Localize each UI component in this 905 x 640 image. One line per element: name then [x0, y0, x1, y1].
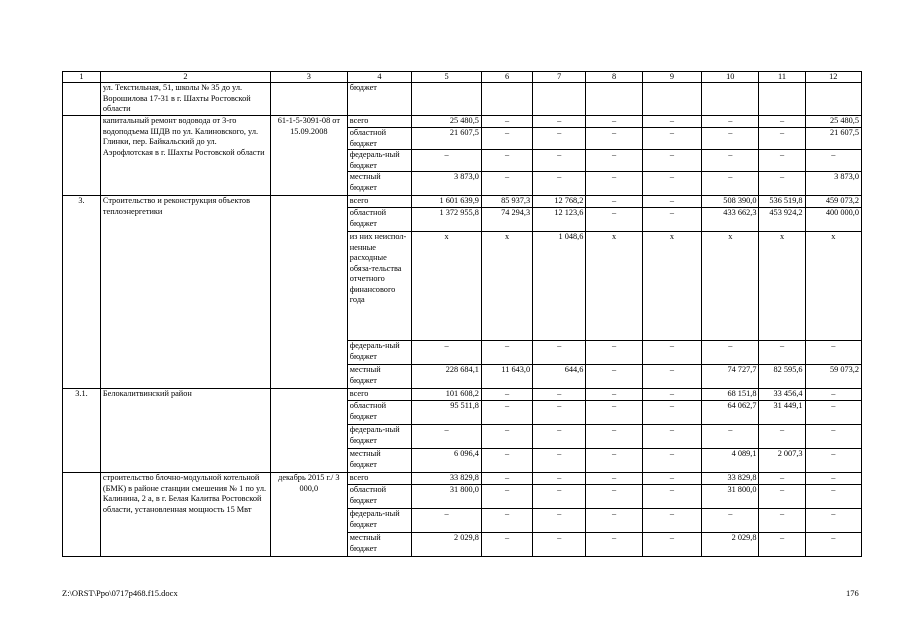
value-cell: – — [642, 196, 701, 208]
source-cell: федераль-ный бюджет — [347, 341, 412, 365]
header-cell: 1 — [63, 72, 101, 83]
value-cell — [533, 83, 586, 116]
header-cell: 5 — [412, 72, 482, 83]
value-cell: – — [533, 116, 586, 128]
value-cell — [412, 83, 482, 116]
value-cell: 536 519,8 — [759, 196, 805, 208]
budget-table — [62, 71, 862, 557]
value-cell: – — [642, 401, 701, 425]
value-cell: – — [642, 150, 701, 172]
value-cell: – — [533, 150, 586, 172]
value-cell: 459 073,2 — [805, 196, 861, 208]
value-cell: – — [805, 473, 861, 485]
value-cell: 74 294,3 — [481, 208, 532, 232]
value-cell: 433 662,3 — [702, 208, 759, 232]
value-cell: 2 007,3 — [759, 449, 805, 473]
value-cell: 21 607,5 — [412, 128, 482, 150]
source-cell: областной бюджет — [347, 208, 412, 232]
value-cell: – — [412, 341, 482, 365]
value-cell: – — [642, 365, 701, 389]
value-cell: – — [642, 389, 701, 401]
value-cell: – — [586, 196, 642, 208]
value-cell: 101 608,2 — [412, 389, 482, 401]
header-cell: 7 — [533, 72, 586, 83]
value-cell: х — [642, 232, 701, 341]
row-number-cell: 3.1. — [63, 389, 101, 473]
value-cell: – — [481, 116, 532, 128]
value-cell: – — [412, 150, 482, 172]
value-cell: – — [586, 485, 642, 509]
value-cell: – — [702, 425, 759, 449]
value-cell — [759, 83, 805, 116]
row-number-cell — [63, 83, 101, 116]
value-cell: 31 800,0 — [412, 485, 482, 509]
value-cell: – — [586, 473, 642, 485]
value-cell: – — [586, 365, 642, 389]
source-cell: местный бюджет — [347, 533, 412, 557]
value-cell: 31 800,0 — [702, 485, 759, 509]
value-cell: – — [759, 341, 805, 365]
value-cell: – — [759, 425, 805, 449]
value-cell: 12 123,6 — [533, 208, 586, 232]
value-cell: 64 062,7 — [702, 401, 759, 425]
value-cell: 3 873,0 — [805, 172, 861, 196]
value-cell — [805, 83, 861, 116]
value-cell: – — [702, 172, 759, 196]
value-cell: 33 456,4 — [759, 389, 805, 401]
value-cell: – — [533, 473, 586, 485]
header-cell: 12 — [805, 72, 861, 83]
value-cell: – — [481, 533, 532, 557]
value-cell: – — [642, 341, 701, 365]
value-cell: – — [586, 425, 642, 449]
value-cell: 1 048,6 — [533, 232, 586, 341]
header-cell: 8 — [586, 72, 642, 83]
value-cell: – — [586, 116, 642, 128]
value-cell: 400 000,0 — [805, 208, 861, 232]
object-name-cell: Строительство и реконструкция объектов теплоэнергетики — [100, 196, 270, 389]
value-cell: – — [805, 509, 861, 533]
table-row — [63, 83, 862, 116]
value-cell: 2 029,8 — [702, 533, 759, 557]
value-cell: – — [481, 425, 532, 449]
value-cell: – — [533, 509, 586, 533]
value-cell: – — [702, 509, 759, 533]
value-cell: – — [702, 116, 759, 128]
value-cell: – — [759, 116, 805, 128]
value-cell: – — [533, 533, 586, 557]
value-cell: – — [533, 449, 586, 473]
source-cell: бюджет — [347, 83, 412, 116]
value-cell: – — [586, 533, 642, 557]
document-cell — [270, 83, 347, 116]
source-cell: всего — [347, 473, 412, 485]
value-cell: – — [805, 389, 861, 401]
source-cell: всего — [347, 389, 412, 401]
source-cell: федераль-ный бюджет — [347, 425, 412, 449]
value-cell: – — [586, 128, 642, 150]
value-cell: – — [759, 172, 805, 196]
value-cell: – — [642, 473, 701, 485]
value-cell: – — [533, 128, 586, 150]
value-cell: – — [586, 341, 642, 365]
source-cell: местный бюджет — [347, 365, 412, 389]
header-cell: 2 — [100, 72, 270, 83]
document-cell: декабрь 2015 г./ 3 000,0 — [270, 473, 347, 557]
value-cell: 644,6 — [533, 365, 586, 389]
header-cell: 9 — [642, 72, 701, 83]
value-cell: – — [533, 341, 586, 365]
value-cell: 25 480,5 — [412, 116, 482, 128]
value-cell: – — [805, 449, 861, 473]
page-number: 176 — [846, 588, 859, 598]
value-cell: – — [702, 150, 759, 172]
value-cell: – — [481, 172, 532, 196]
table-row — [63, 389, 862, 401]
header-cell: 3 — [270, 72, 347, 83]
value-cell: – — [481, 389, 532, 401]
value-cell: 31 449,1 — [759, 401, 805, 425]
value-cell: – — [805, 401, 861, 425]
value-cell: – — [533, 389, 586, 401]
value-cell: 12 768,2 — [533, 196, 586, 208]
value-cell: – — [642, 533, 701, 557]
value-cell: – — [586, 389, 642, 401]
value-cell: 3 873,0 — [412, 172, 482, 196]
header-row — [63, 72, 862, 83]
footer-file-path: Z:\ORST\Ppo\0717p468.f15.docx — [62, 588, 178, 598]
table-row — [63, 116, 862, 128]
value-cell: – — [586, 150, 642, 172]
value-cell — [642, 83, 701, 116]
source-cell: областной бюджет — [347, 128, 412, 150]
object-name-cell: строительство блочно-модульной котельной (БМК) в районе станции смешения № 1 по ул. Калинина, 2 а, в г. Белая Калитва Ростовской области, установленная мощность 15 Мвт — [100, 473, 270, 557]
value-cell: 453 924,2 — [759, 208, 805, 232]
table-row — [63, 473, 862, 485]
value-cell: – — [642, 449, 701, 473]
value-cell: – — [642, 208, 701, 232]
value-cell: 11 643,0 — [481, 365, 532, 389]
value-cell: 6 096,4 — [412, 449, 482, 473]
document-cell — [270, 196, 347, 389]
value-cell: – — [533, 485, 586, 509]
value-cell: 2 029,8 — [412, 533, 482, 557]
value-cell: – — [481, 473, 532, 485]
header-cell: 10 — [702, 72, 759, 83]
value-cell: 1 372 955,8 — [412, 208, 482, 232]
value-cell: – — [586, 449, 642, 473]
value-cell: – — [642, 172, 701, 196]
value-cell: 95 511,8 — [412, 401, 482, 425]
object-name-cell: Белокалитвинский район — [100, 389, 270, 473]
value-cell: 33 829,8 — [702, 473, 759, 485]
value-cell: – — [759, 533, 805, 557]
value-cell: – — [481, 449, 532, 473]
value-cell: – — [481, 150, 532, 172]
document-cell: 61-1-5-3091-08 от 15.09.2008 — [270, 116, 347, 196]
value-cell: х — [412, 232, 482, 341]
source-cell: федераль-ный бюджет — [347, 509, 412, 533]
value-cell: – — [702, 128, 759, 150]
value-cell: – — [481, 341, 532, 365]
source-cell: из них неиспол-ненные расходные обяза-тельства отчетного финансового года — [347, 232, 412, 341]
value-cell: – — [759, 128, 805, 150]
value-cell: – — [759, 485, 805, 509]
value-cell: – — [642, 509, 701, 533]
value-cell: – — [805, 341, 861, 365]
source-cell: всего — [347, 116, 412, 128]
value-cell: – — [642, 116, 701, 128]
value-cell: 74 727,7 — [702, 365, 759, 389]
value-cell — [702, 83, 759, 116]
value-cell: – — [412, 509, 482, 533]
value-cell: х — [805, 232, 861, 341]
value-cell: х — [586, 232, 642, 341]
value-cell: – — [586, 509, 642, 533]
value-cell — [586, 83, 642, 116]
value-cell: – — [481, 509, 532, 533]
value-cell: – — [642, 425, 701, 449]
value-cell: – — [586, 208, 642, 232]
value-cell: х — [702, 232, 759, 341]
value-cell: – — [533, 425, 586, 449]
value-cell — [481, 83, 532, 116]
object-name-cell: капитальный ремонт водовода от 3-го водоподъема ШДВ по ул. Калиновского, ул. Глинки, пер. Байкальский до ул. Аэрофлотская в г. Шахты Ростовской области — [100, 116, 270, 196]
source-cell: местный бюджет — [347, 449, 412, 473]
value-cell: – — [805, 533, 861, 557]
value-cell: 228 684,1 — [412, 365, 482, 389]
source-cell: федераль-ный бюджет — [347, 150, 412, 172]
value-cell: 25 480,5 — [805, 116, 861, 128]
object-name-cell: ул. Текстильная, 51, школы № 35 до ул. Ворошилова 17-31 в г. Шахты Ростовской области — [100, 83, 270, 116]
value-cell: – — [805, 485, 861, 509]
value-cell: – — [412, 425, 482, 449]
source-cell: местный бюджет — [347, 172, 412, 196]
value-cell: – — [586, 401, 642, 425]
table-row — [63, 196, 862, 208]
value-cell: – — [481, 401, 532, 425]
value-cell: – — [759, 473, 805, 485]
header-cell: 4 — [347, 72, 412, 83]
value-cell: – — [481, 485, 532, 509]
value-cell: – — [533, 401, 586, 425]
value-cell: 85 937,3 — [481, 196, 532, 208]
document-cell — [270, 389, 347, 473]
value-cell: – — [586, 172, 642, 196]
source-cell: всего — [347, 196, 412, 208]
value-cell: – — [759, 509, 805, 533]
value-cell: – — [481, 128, 532, 150]
value-cell: 82 595,6 — [759, 365, 805, 389]
value-cell: 508 390,0 — [702, 196, 759, 208]
value-cell: – — [805, 150, 861, 172]
value-cell: – — [805, 425, 861, 449]
value-cell: – — [759, 150, 805, 172]
value-cell: – — [533, 172, 586, 196]
value-cell: 33 829,8 — [412, 473, 482, 485]
value-cell: – — [642, 128, 701, 150]
value-cell: 21 607,5 — [805, 128, 861, 150]
row-number-cell: 3. — [63, 196, 101, 389]
row-number-cell — [63, 473, 101, 557]
source-cell: областной бюджет — [347, 485, 412, 509]
value-cell: 68 151,8 — [702, 389, 759, 401]
row-number-cell — [63, 116, 101, 196]
header-cell: 11 — [759, 72, 805, 83]
value-cell: – — [642, 485, 701, 509]
value-cell: – — [702, 341, 759, 365]
value-cell: х — [481, 232, 532, 341]
value-cell: 59 073,2 — [805, 365, 861, 389]
value-cell: х — [759, 232, 805, 341]
source-cell: областной бюджет — [347, 401, 412, 425]
value-cell: 4 089,1 — [702, 449, 759, 473]
header-cell: 6 — [481, 72, 532, 83]
value-cell: 1 601 639,9 — [412, 196, 482, 208]
